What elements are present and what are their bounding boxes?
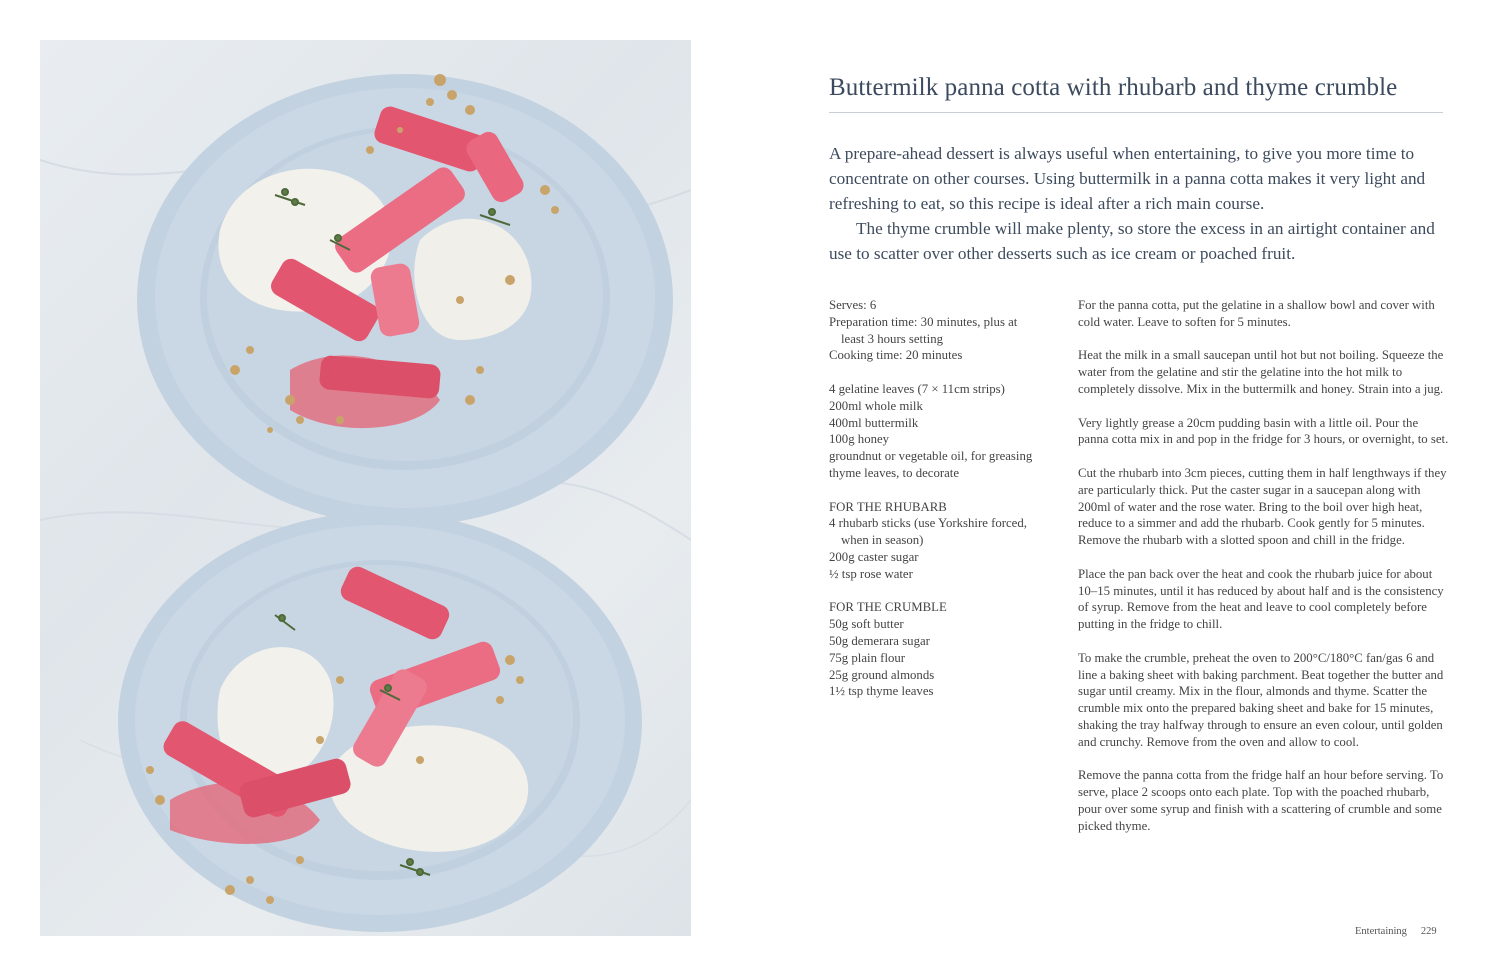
bottom-plate [118, 512, 642, 932]
ingredient-item-continued: when in season) [841, 533, 924, 548]
prep-time-text: Preparation time: 30 minutes, plus at [829, 314, 1018, 329]
ingredient-item: 200ml whole milk [829, 398, 923, 413]
rhubarb-heading: FOR THE RHUBARB [829, 499, 947, 514]
ingredient-item: 50g soft butter [829, 617, 904, 632]
page-footer [1355, 926, 1437, 937]
method-step: To make the crumble, preheat the oven to 200°C/180°C fan/gas 6 and line a baking sheet with baking parchment. Beat together the butter and sugar until creamy. Mix in the flour, almonds and thyme. Scatter the crumble mix onto the prepared baking sheet and bake for 15 minutes, shaking the tray halfway through to ensure an even colour, until golden and crunchy. Remove from the oven and allow to cool. [1078, 650, 1444, 749]
prep-time-continued: least 3 hours setting [841, 331, 944, 346]
method-step: Very lightly grease a 20cm pudding basin with a little oil. Pour the panna cotta mix in and pop in the fridge for 3 hours, or overnight, to set. [1078, 415, 1449, 447]
top-plate [137, 74, 673, 526]
method-step: Place the pan back over the heat and cook the rhubarb juice for about 10–15 minutes, until it has reduced by about half and is the consistency of syrup. Remove from the heat and leave to cool completely before putting in the fridge to chill. [1078, 566, 1444, 632]
page-number: 229 [1420, 926, 1437, 937]
intro-paragraph: The thyme crumble will make plenty, so store the excess in an airtight container and use to scatter over other desserts such as ice cream or poached fruit. [829, 219, 1435, 263]
section-name: Entertaining [1355, 926, 1407, 937]
cooking-time-text: Cooking time: 20 minutes [829, 348, 963, 363]
crumble-heading: FOR THE CRUMBLE [829, 600, 947, 615]
serves-text: Serves: 6 [829, 298, 877, 312]
ingredient-item: 100g honey [829, 432, 890, 447]
ingredient-item: 1½ tsp thyme leaves [829, 684, 934, 699]
recipe-text-page [829, 60, 1449, 266]
ingredient-item: ½ tsp rose water [829, 566, 913, 581]
method-step: Cut the rhubarb into 3cm pieces, cutting them in half lengthways if they are particularly thick. Put the caster sugar in a saucepan along with 200ml of water and the rose water. Bring to the boil over high heat, reduce to a simmer and add the rhubarb. Cook gently for 5 minutes. Remove the rhubarb with a slotted spoon and chill in the fridge. [1078, 465, 1447, 548]
ingredient-item: thyme leaves, to decorate [829, 465, 960, 480]
recipe-photo [40, 40, 691, 936]
method-step: Heat the milk in a small saucepan until hot but not boiling. Squeeze the water from the gelatine and stir the gelatine into the hot milk to completely dissolve. Mix in the buttermilk and honey. Strain into a jug. [1078, 348, 1444, 396]
ingredients-column [829, 297, 1069, 700]
method-step: Remove the panna cotta from the fridge half an hour before serving. To serve, place 2 scoops onto each plate. Top with the poached rhubarb, pour over some syrup and finish with a scattering of crumble and some picked thyme. [1078, 768, 1444, 833]
ingredient-item: groundnut or vegetable oil, for greasing [829, 449, 1033, 464]
ingredient-item: 200g caster sugar [829, 549, 919, 564]
title-divider [829, 112, 1443, 113]
recipe-intro [829, 141, 1443, 266]
ingredient-item: 4 rhubarb sticks (use Yorkshire forced, [829, 516, 1027, 531]
recipe-title: Buttermilk panna cotta with rhubarb and thyme crumble [829, 74, 1398, 101]
dessert-plates-illustration [40, 40, 691, 936]
method-step: For the panna cotta, put the gelatine in a shallow bowl and cover with cold water. Leave to soften for 5 minutes. [1078, 298, 1435, 329]
ingredient-item: 400ml buttermilk [829, 415, 919, 430]
method-column [1078, 297, 1450, 851]
ingredient-item: 50g demerara sugar [829, 633, 930, 648]
ingredient-item: 75g plain flour [829, 650, 906, 665]
intro-paragraph: A prepare-ahead dessert is always useful when entertaining, to give you more time to concentrate on other courses. Using buttermilk in a panna cotta makes it very light and refreshing to eat, so this recipe is ideal after a rich main course. [829, 144, 1426, 213]
ingredient-item: 25g ground almonds [829, 667, 935, 682]
ingredient-item: 4 gelatine leaves (7 × 11cm strips) [829, 381, 1005, 396]
